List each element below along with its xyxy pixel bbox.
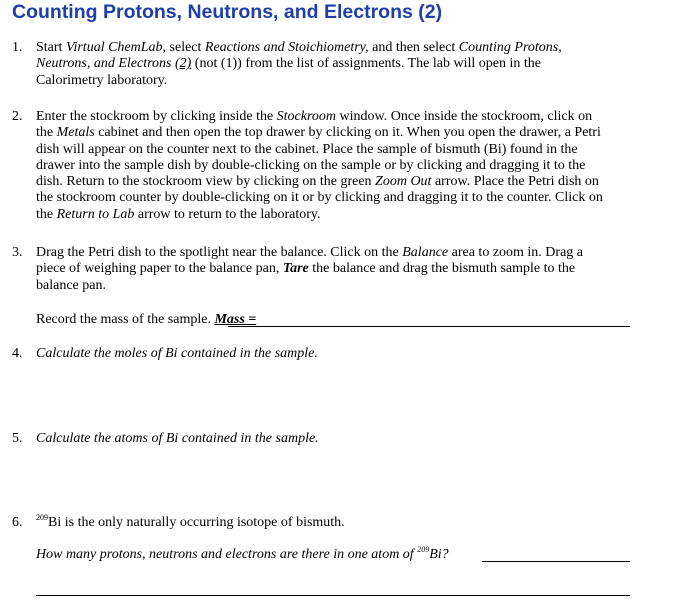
mass-answer-line[interactable] xyxy=(228,326,630,327)
text-run: Start xyxy=(36,40,66,55)
text-run: Calculate the moles of Bi contained in the sample. xyxy=(36,346,318,361)
item-number: 4. xyxy=(12,346,23,361)
text-run: area to zoom in. Drag a xyxy=(448,245,584,260)
text-run: Drag the Petri dish to the spotlight near the balance. Click on the xyxy=(36,245,403,260)
text-run: Calculate the atoms of Bi contained in the sample. xyxy=(36,431,319,446)
superscript: 209 xyxy=(36,513,48,522)
text-run: arrow to return to the laboratory. xyxy=(134,206,321,222)
text-run: Metals xyxy=(56,125,95,141)
text-line xyxy=(36,109,646,125)
text-run: How many protons, neutrons and electrons are there in one atom of xyxy=(36,547,418,562)
item-text xyxy=(36,515,646,531)
text-run: Balance xyxy=(402,245,449,260)
text-run: dish will appear on the counter next to the cabinet. Place the sample of bismuth (Bi) found in the xyxy=(36,141,578,157)
text-run: Tare xyxy=(282,261,309,277)
text-line xyxy=(36,278,646,294)
text-run: and then select xyxy=(368,40,459,55)
item-number: 2. xyxy=(12,109,23,124)
item-number: 3. xyxy=(12,245,23,260)
text-run: Virtual ChemLab xyxy=(65,40,163,55)
item-number: 6. xyxy=(12,515,23,530)
text-run: drawer into the sample dish by double-clicking on the sample or by clicking and dragging it to the xyxy=(36,157,586,173)
text-line xyxy=(36,73,646,89)
text-run: Reactions and Stoichiometry, xyxy=(204,40,369,55)
text-line xyxy=(36,515,646,531)
particles-answer-line-2[interactable] xyxy=(36,595,630,596)
text-run: Record the mass of the sample. xyxy=(36,312,215,327)
text-run: Return to Lab xyxy=(56,206,135,222)
text-run: Mass = xyxy=(214,312,257,327)
text-run: the stockroom counter by double-clicking on it or by clicking and dragging it to the counter. Click on xyxy=(36,190,603,206)
item-text xyxy=(36,245,646,294)
text-line xyxy=(36,431,646,447)
text-run: Bi? xyxy=(429,547,449,562)
item-text xyxy=(36,346,646,362)
text-run: (not (1)) from the list of assignments. The lab will open in the xyxy=(191,56,541,72)
text-run: the xyxy=(36,125,57,141)
text-run: balance pan. xyxy=(36,277,106,293)
text-line xyxy=(36,40,646,56)
text-run: Counting Protons, xyxy=(458,40,562,55)
text-run: (2) xyxy=(174,56,192,72)
text-run: Zoom Out xyxy=(375,174,432,190)
text-run: Stockroom xyxy=(276,109,337,124)
item-text xyxy=(36,40,646,89)
text-line xyxy=(36,174,646,190)
text-run: , select xyxy=(162,40,205,55)
text-run: Calorimetry laboratory. xyxy=(36,72,168,88)
text-run: Enter the stockroom by clicking inside the xyxy=(36,109,277,124)
text-run: Bi is the only naturally occurring isotope of bismuth. xyxy=(48,515,345,530)
text-run: dish. Return to the stockroom view by clicking on the green xyxy=(36,174,376,190)
text-run: cabinet and then open the top drawer by clicking on it. When you open the drawer, a Petri xyxy=(94,125,601,141)
item-text xyxy=(36,431,646,447)
text-run: Neutrons, and Electrons xyxy=(36,56,172,72)
text-line xyxy=(36,346,646,362)
superscript: 209 xyxy=(417,545,430,554)
text-line xyxy=(36,56,646,72)
text-line xyxy=(36,245,646,261)
item-number: 1. xyxy=(12,40,23,55)
text-line xyxy=(36,190,646,206)
item-number: 5. xyxy=(12,431,23,446)
particles-answer-line[interactable] xyxy=(482,561,630,562)
text-line xyxy=(36,261,646,277)
item-text xyxy=(36,109,646,223)
page-title: Counting Protons, Neutrons, and Electrons (2) xyxy=(12,1,443,23)
text-run: the balance and drag the bismuth sample to the xyxy=(308,261,576,277)
text-run: the xyxy=(36,206,57,222)
text-run: window. Once inside the stockroom, click on xyxy=(336,109,593,124)
text-line xyxy=(36,125,646,141)
text-run: piece of weighing paper to the balance pan, xyxy=(36,261,283,277)
text-line xyxy=(36,158,646,174)
text-line xyxy=(36,142,646,158)
text-run: arrow. Place the Petri dish on xyxy=(431,174,599,190)
text-line xyxy=(36,207,646,223)
